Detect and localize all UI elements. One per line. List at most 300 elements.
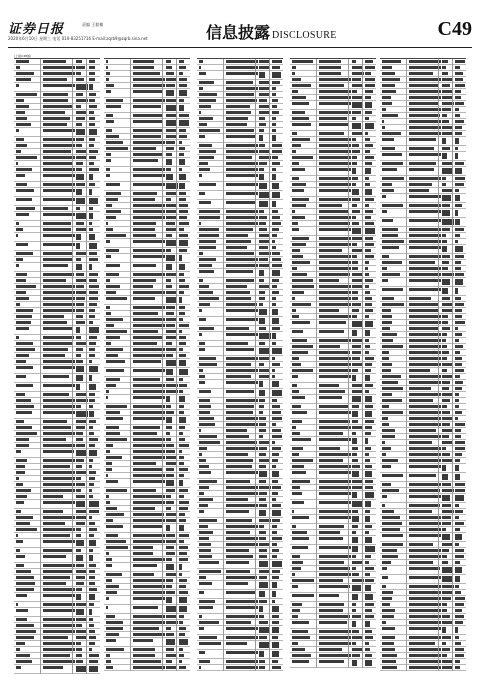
table-cell — [133, 585, 165, 588]
table-cell — [106, 174, 110, 177]
table-cell — [455, 126, 462, 129]
table-cell — [199, 327, 214, 330]
table-cell — [382, 126, 385, 129]
table-cell — [89, 111, 94, 114]
table-cell — [199, 342, 205, 345]
table-cell — [179, 615, 184, 618]
table-cell — [179, 474, 184, 477]
table-cell — [199, 666, 201, 669]
table-cell — [76, 465, 82, 468]
table-cell — [76, 636, 86, 639]
table-cell — [319, 426, 351, 429]
table-cell — [76, 522, 85, 525]
table-cell — [272, 399, 277, 402]
table-cell — [319, 579, 343, 582]
table-cell — [352, 369, 358, 372]
table-cell — [365, 111, 372, 114]
table-cell — [365, 117, 369, 120]
table-cell — [106, 255, 111, 258]
table-cell — [16, 273, 27, 276]
table-cell — [106, 273, 119, 276]
table-cell — [16, 174, 25, 177]
table-cell — [179, 378, 183, 381]
table-row — [104, 479, 190, 488]
table-cell — [133, 348, 165, 351]
table-cell — [319, 84, 344, 87]
table-cell — [43, 465, 70, 468]
table-cell — [16, 630, 36, 633]
table-cell — [352, 654, 360, 657]
table-cell — [133, 591, 165, 594]
table-row — [380, 218, 466, 227]
table-cell — [352, 297, 358, 300]
table-cell — [106, 204, 112, 207]
table-cell — [106, 390, 109, 393]
table-cell — [442, 543, 452, 546]
table-cell — [89, 279, 97, 282]
table-cell — [89, 117, 95, 120]
table-cell — [43, 222, 71, 225]
table-row — [197, 470, 283, 479]
table-cell — [365, 471, 372, 477]
table-cell — [292, 609, 300, 612]
table-cell — [226, 555, 253, 558]
table-cell — [352, 183, 356, 186]
table-cell — [259, 129, 264, 132]
table-cell — [365, 90, 373, 93]
table-cell — [365, 390, 369, 393]
table-cell — [352, 630, 359, 633]
table-cell — [382, 153, 402, 156]
table-cell — [292, 432, 300, 435]
table-row — [14, 608, 100, 617]
table-cell — [382, 627, 395, 630]
table-cell — [76, 93, 83, 96]
table-cell — [76, 117, 85, 120]
table-cell — [89, 432, 94, 435]
table-cell — [16, 198, 32, 201]
table-cell — [365, 189, 372, 195]
table-cell — [442, 561, 448, 564]
table-cell — [272, 381, 279, 387]
table-cell — [292, 501, 304, 504]
table-cell — [106, 597, 109, 600]
table-cell — [352, 555, 356, 558]
table-cell — [76, 603, 86, 606]
table-cell — [259, 210, 264, 213]
table-cell — [319, 648, 342, 651]
table-cell — [352, 267, 358, 270]
table-cell — [16, 360, 26, 363]
table-cell — [319, 303, 351, 306]
table-cell — [166, 405, 171, 408]
table-cell — [16, 315, 32, 318]
table-cell — [292, 510, 294, 513]
table-cell — [43, 438, 66, 441]
table-cell — [133, 606, 158, 609]
table-cell — [382, 495, 387, 498]
table-cell — [226, 60, 258, 63]
table-cell — [442, 465, 446, 471]
table-cell — [16, 411, 32, 414]
table-cell — [16, 156, 37, 159]
table-cell — [382, 114, 398, 117]
table-cell — [89, 636, 96, 639]
table-cell — [16, 528, 37, 531]
table-cell — [106, 114, 113, 117]
table-cell — [16, 168, 32, 171]
table-cell — [199, 441, 220, 444]
table-cell — [259, 144, 265, 147]
table-cell — [89, 156, 96, 159]
table-cell — [43, 570, 73, 573]
table-cell — [409, 411, 441, 414]
table-cell — [226, 150, 258, 153]
table-cell — [442, 387, 449, 390]
table-cell — [442, 189, 452, 192]
table-cell — [43, 603, 75, 606]
table-cell — [179, 120, 189, 126]
table-cell — [43, 399, 75, 402]
table-cell — [199, 291, 213, 294]
column-divider — [348, 59, 349, 668]
table-cell — [16, 564, 24, 567]
table-cell — [442, 228, 450, 231]
table-cell — [365, 204, 369, 207]
table-cell — [319, 279, 339, 282]
table-cell — [352, 567, 356, 570]
table-cell — [352, 222, 359, 225]
table-cell — [106, 192, 121, 195]
table-cell — [409, 138, 436, 141]
table-cell — [442, 315, 448, 318]
table-cell — [43, 150, 71, 153]
table-cell — [16, 144, 27, 147]
table-cell — [43, 420, 67, 423]
table-cell — [106, 78, 109, 81]
table-cell — [409, 510, 432, 513]
table-cell — [409, 489, 440, 492]
table-cell — [76, 582, 84, 585]
table-cell — [382, 636, 395, 639]
table-cell — [292, 396, 305, 399]
table-cell — [16, 444, 29, 447]
table-cell — [442, 333, 447, 336]
table-row — [197, 191, 283, 200]
table-cell — [226, 471, 258, 474]
table-cell — [442, 177, 446, 180]
table-cell — [226, 576, 257, 579]
table-row — [290, 536, 376, 545]
table-cell — [455, 621, 463, 624]
table-cell — [226, 222, 258, 225]
table-cell — [259, 531, 266, 534]
table-cell — [199, 72, 206, 75]
table-row — [197, 269, 283, 278]
table-cell — [16, 213, 29, 216]
table-cell — [16, 654, 30, 657]
table-cell — [133, 438, 165, 441]
table-cell — [199, 636, 217, 639]
table-cell — [133, 78, 165, 81]
table-cell — [382, 147, 395, 150]
table-cell — [89, 609, 92, 615]
table-cell — [16, 516, 33, 519]
table-cell — [43, 315, 64, 318]
table-cell — [133, 474, 165, 477]
table-cell — [166, 660, 172, 663]
table-cell — [133, 114, 162, 117]
table-cell — [455, 393, 459, 396]
table-cell — [179, 228, 184, 231]
table-cell — [409, 303, 438, 306]
table-cell — [365, 648, 370, 651]
table-cell — [409, 78, 441, 81]
table-cell — [89, 321, 93, 324]
table-cell — [226, 411, 253, 414]
table-cell — [166, 525, 170, 531]
table-cell — [43, 213, 75, 216]
table-cell — [16, 72, 34, 75]
table-cell — [166, 342, 172, 345]
table-cell — [365, 66, 375, 69]
table-cell — [89, 624, 94, 627]
table-cell — [199, 117, 213, 120]
table-cell — [352, 204, 357, 207]
table-cell — [179, 489, 188, 492]
table-cell — [76, 660, 83, 663]
table-cell — [455, 327, 458, 330]
table-cell — [409, 528, 441, 531]
table-cell — [16, 84, 19, 87]
table-cell — [455, 549, 464, 552]
table-cell — [365, 396, 372, 402]
table-cell — [455, 561, 460, 564]
table-cell — [179, 129, 186, 132]
table-cell — [76, 66, 85, 69]
table-cell — [179, 90, 187, 96]
table-cell — [226, 87, 258, 90]
table-cell — [179, 240, 188, 246]
table-cell — [133, 297, 155, 300]
table-cell — [179, 183, 185, 189]
table-cell — [226, 525, 258, 528]
table-cell — [76, 162, 83, 165]
table-cell — [409, 399, 433, 402]
table-cell — [43, 660, 75, 663]
table-cell — [106, 90, 111, 93]
table-cell — [199, 258, 216, 261]
table-cell — [382, 96, 391, 99]
table-cell — [89, 198, 98, 204]
table-cell — [455, 183, 464, 186]
table-cell — [292, 273, 307, 276]
table-cell — [179, 390, 183, 393]
table-cell — [455, 666, 460, 669]
table-cell — [409, 576, 441, 579]
table-cell — [133, 456, 165, 459]
table-row — [14, 665, 100, 674]
table-cell — [226, 492, 258, 495]
table-cell — [409, 321, 441, 324]
table-cell — [133, 384, 165, 387]
table-cell — [455, 375, 460, 378]
table-cell — [43, 477, 75, 480]
table-cell — [199, 279, 203, 282]
table-cell — [272, 81, 280, 84]
table-cell — [442, 522, 451, 525]
table-cell — [106, 639, 116, 642]
table-cell — [455, 411, 462, 414]
table-row — [104, 596, 190, 605]
table-cell — [319, 642, 351, 645]
table-cell — [365, 198, 374, 201]
table-cell — [292, 162, 299, 165]
table-cell — [442, 528, 446, 531]
table-cell — [442, 345, 447, 348]
table-cell — [272, 285, 277, 288]
table-cell — [166, 666, 176, 669]
table-cell — [179, 597, 187, 603]
table-cell — [16, 603, 18, 606]
table-cell — [179, 279, 185, 282]
table-cell — [76, 309, 84, 312]
table-cell — [382, 255, 389, 258]
table-cell — [199, 81, 214, 84]
table-cell — [455, 138, 459, 144]
table-cell — [133, 633, 165, 636]
table-cell — [455, 84, 465, 87]
table-cell — [133, 285, 153, 288]
table-cell — [365, 60, 373, 63]
table-cell — [43, 273, 74, 276]
table-cell — [272, 627, 279, 633]
table-cell — [166, 591, 175, 594]
table-cell — [292, 363, 301, 366]
table-cell — [199, 492, 204, 495]
table-row — [380, 167, 466, 176]
table-cell — [133, 159, 158, 162]
table-cell — [455, 333, 462, 336]
table-cell — [16, 354, 29, 357]
table-cell — [76, 258, 81, 261]
table-cell — [76, 555, 83, 561]
table-cell — [89, 465, 92, 468]
table-cell — [106, 216, 116, 219]
table-cell — [455, 90, 461, 93]
table-cell — [16, 399, 31, 402]
table-cell — [259, 582, 268, 588]
table-row — [197, 389, 283, 398]
table-cell — [166, 552, 175, 555]
table-cell — [226, 252, 254, 255]
column-divider — [86, 59, 87, 674]
table-cell — [352, 411, 358, 417]
table-cell — [352, 501, 362, 507]
table-cell — [382, 273, 400, 276]
table-cell — [89, 105, 97, 108]
table-cell — [382, 393, 392, 396]
table-cell — [76, 642, 81, 645]
table-cell — [319, 567, 350, 570]
table-cell — [319, 480, 351, 483]
table-cell — [319, 621, 347, 624]
table-cell — [365, 561, 369, 564]
table-cell — [352, 315, 357, 318]
table-cell — [455, 153, 458, 159]
table-cell — [76, 285, 84, 288]
table-cell — [442, 321, 448, 324]
table-cell — [133, 579, 165, 582]
table-cell — [272, 222, 281, 225]
table-cell — [133, 501, 165, 504]
table-cell — [76, 138, 84, 141]
table-cell — [16, 66, 20, 69]
table-cell — [226, 591, 255, 594]
table-cell — [106, 66, 108, 69]
table-row — [197, 560, 283, 569]
table-cell — [292, 261, 310, 264]
table-cell — [226, 333, 258, 336]
table-cell — [89, 84, 93, 90]
table-cell — [133, 249, 165, 252]
table-cell — [89, 99, 95, 102]
table-cell — [272, 471, 279, 477]
table-cell — [106, 279, 110, 282]
table-cell — [292, 525, 296, 528]
table-row — [197, 71, 283, 80]
table-cell — [179, 114, 189, 117]
table-cell — [179, 99, 184, 102]
table-cell — [76, 273, 84, 276]
table-cell — [16, 291, 26, 294]
table-cell — [409, 297, 431, 300]
table-cell — [352, 375, 356, 381]
table-cell — [365, 579, 374, 582]
table-cell — [76, 327, 80, 333]
table-cell — [272, 642, 279, 648]
table-cell — [352, 453, 357, 456]
table-cell — [442, 126, 452, 129]
table-cell — [409, 351, 441, 354]
table-cell — [76, 72, 81, 75]
table-cell — [409, 666, 441, 669]
table-cell — [292, 567, 301, 570]
table-cell — [259, 258, 268, 261]
table-cell — [166, 84, 175, 87]
table-cell — [16, 129, 19, 132]
table-cell — [179, 348, 183, 351]
table-cell — [16, 309, 33, 312]
table-cell — [365, 222, 374, 225]
table-cell — [455, 660, 460, 663]
table-cell — [166, 240, 176, 246]
table-cell — [442, 627, 446, 633]
table-cell — [272, 183, 279, 189]
table-row — [197, 134, 283, 143]
table-row — [104, 119, 190, 128]
table-cell — [442, 417, 452, 420]
table-cell — [106, 120, 114, 123]
table-cell — [106, 654, 110, 657]
table-cell — [292, 603, 302, 606]
table-cell — [133, 72, 160, 75]
table-cell — [179, 432, 183, 435]
table-cell — [199, 66, 201, 69]
table-cell — [76, 576, 85, 579]
table-cell — [43, 501, 75, 504]
table-cell — [409, 567, 440, 570]
